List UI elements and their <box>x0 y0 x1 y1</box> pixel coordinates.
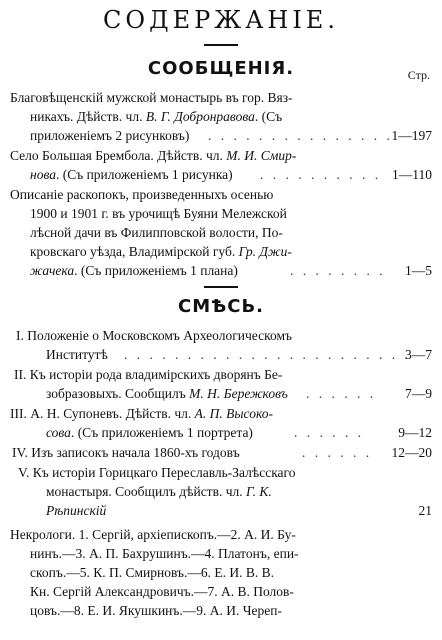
entry-line: Рѣпинскій <box>46 503 107 518</box>
page-number: 1—5 <box>405 263 432 278</box>
dot-leader: . . . . . . <box>294 425 365 440</box>
entry-line: кровскаго уѣзда, Владимірской губ. Гр. Джи- <box>30 244 292 259</box>
entry-line: нова. (Съ приложеніемъ 1 рисунка) <box>30 167 233 182</box>
entry-line: скопъ.—5. К. П. Смирновъ.—6. Е. И. В. В. <box>30 565 274 580</box>
entry-line: II. Къ исторіи рода владимірскихъ дворянъ Бе- <box>14 367 283 382</box>
page-number: 7—9 <box>405 386 432 401</box>
entry-line: Село Большая Брембола. Дѣйств. чл. М. И. Смир- <box>10 148 297 163</box>
section-divider <box>204 286 238 288</box>
page-number: 21 <box>418 503 432 518</box>
entry-line: III. А. Н. Супоневъ. Дѣйств. чл. А. П. Высоко- <box>10 406 274 421</box>
entry-line: цовъ.—8. Е. И. Якушкинъ.—9. А. И. Череп- <box>30 603 282 618</box>
entry-line: жачека. (Съ приложеніемъ 1 плана) <box>30 263 238 278</box>
entry-line: зобразовыхъ. Сообщилъ М. Н. Бережковъ <box>46 386 288 401</box>
entry-line: IV. Изъ записокъ начала 1860-хъ годовъ <box>12 445 240 460</box>
dot-leader: . . . . . . <box>306 386 377 401</box>
section-title-smes: СМѢСЬ. <box>177 296 264 317</box>
entry-line: 1900 и 1901 г. въ урочищѣ Буяни Мележской <box>30 206 287 221</box>
title-divider <box>204 44 238 46</box>
entry-line: лѣсной дачи въ Филипповской волости, По- <box>30 225 283 240</box>
entry-line: Благовѣщенскій мужской монастырь въ гор. Вяз- <box>10 90 293 105</box>
entry-line: приложеніемъ 2 рисунковъ) <box>30 128 190 143</box>
page-number: 9—12 <box>398 425 432 440</box>
dot-leader: . . . . . . . . . . <box>260 167 382 182</box>
entry-line: Некрологи. 1. Сергій, архіепископъ.—2. А. И. Бу- <box>10 527 296 542</box>
entry-line: нинъ.—3. А. П. Бахрушинъ.—4. Платонъ, епи- <box>30 546 299 561</box>
page-number: 1—197 <box>391 128 432 143</box>
entry-line: I. Положеніе о Московскомъ Археологическомъ <box>16 328 292 343</box>
entry-line: никахъ. Дѣйств. чл. В. Г. Добронравова. (Съ <box>30 109 283 124</box>
entry-line: V. Къ исторіи Горицкаго Переславль-Залѣсскаго <box>18 465 296 480</box>
page-title: СОДЕРЖАНІЕ. <box>103 6 339 34</box>
entry-line: монастыря. Сообщилъ дѣйств. чл. Г. К. <box>46 484 272 499</box>
dot-leader: . . . . . . . . . . . . . . . . . . . . . . . <box>124 347 411 362</box>
entry-line: Кн. Сергій Александровичъ.—7. А. В. Полов- <box>30 584 294 599</box>
entry-line: сова. (Съ приложеніемъ 1 портрета) <box>46 425 253 440</box>
page-number: 3—7 <box>405 347 432 362</box>
dot-leader: . . . . . . . . <box>290 263 386 278</box>
entry-line: Институтѣ <box>46 347 108 362</box>
entry-line: Описаніе раскопокъ, произведенныхъ осенью <box>10 187 274 202</box>
dot-leader: . . . . . . . . . . . . . . . <box>208 128 393 143</box>
page-column-label: Стр. <box>407 68 430 82</box>
dot-leader: . . . . . . <box>302 445 373 460</box>
section-title-soobsheniya: СООБЩЕНІЯ. <box>147 58 295 79</box>
page-number: 12—20 <box>391 445 432 460</box>
page-number: 1—110 <box>392 167 432 182</box>
